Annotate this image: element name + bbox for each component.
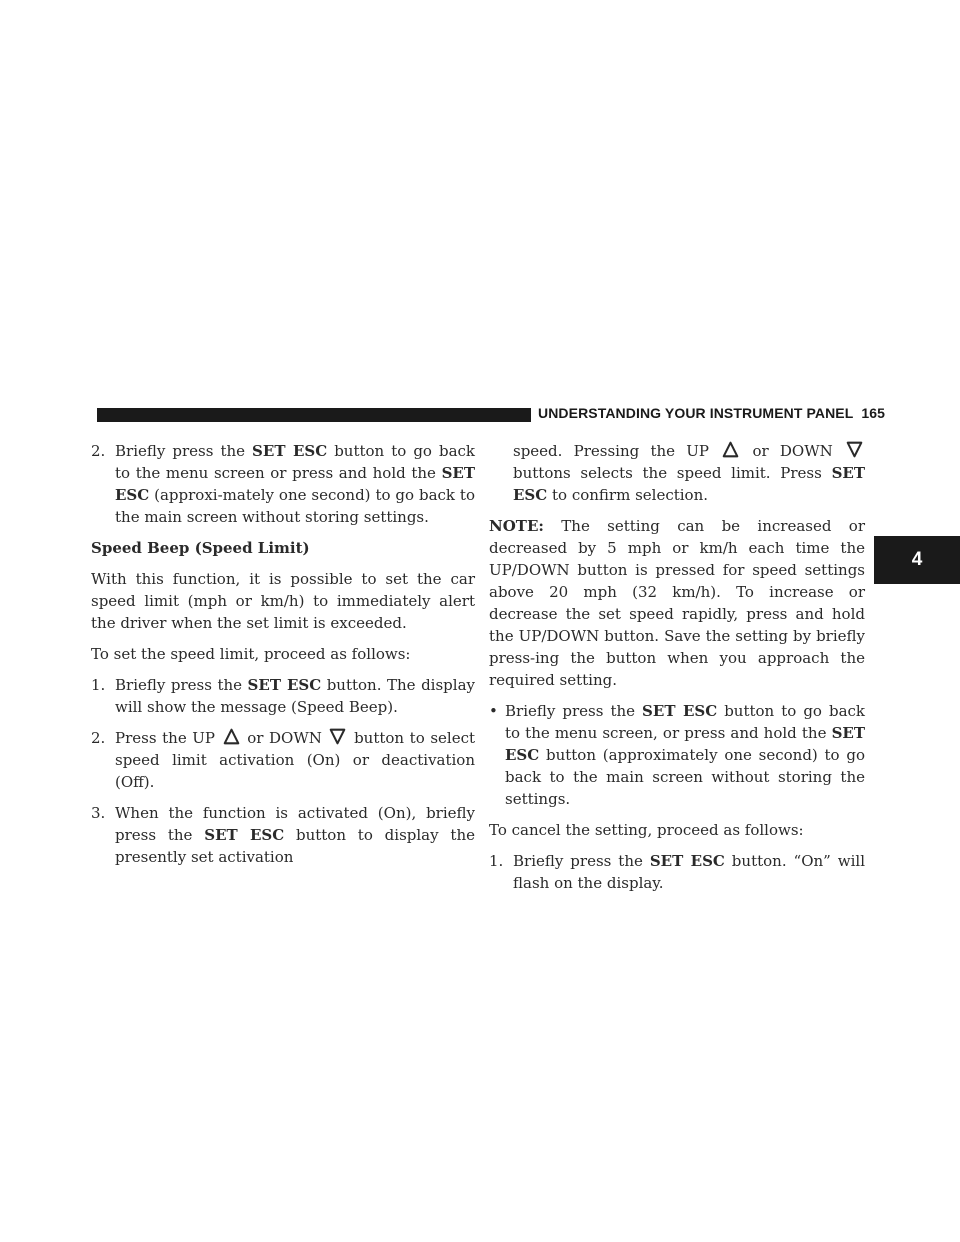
bullet-return: • Briefly press the SET ESC button to go back to the menu screen, or press and hold the SET ESC button (approximately one second) to go back to the main screen without storing the settings. — [489, 702, 866, 808]
cancel-text: To cancel the setting, proceed as follows: — [489, 821, 804, 839]
header-bar — [97, 408, 531, 422]
cancel-step-1: 1. Briefly press the SET ESC button. “On” will flash on the display. — [489, 852, 866, 892]
left-column — [91, 440, 475, 877]
note-paragraph: NOTE: The setting can be increased or decreased by 5 mph or km/h each time the UP/DOWN button is pressed for speed settings above 20 mph (32 km/h). To increase or decrease the set speed rapidly, press and hold the UP/DOWN button. Save the setting by briefly press-ing the button when you approach the required setting. — [489, 517, 865, 689]
proceed-text: To set the speed limit, proceed as follows: — [91, 645, 411, 663]
down-triangle-icon — [329, 728, 346, 745]
page-number: 165 — [861, 405, 886, 421]
up-triangle-icon — [223, 728, 240, 745]
section-title: UNDERSTANDING YOUR INSTRUMENT PANEL — [538, 405, 854, 421]
step-2-return: 2. Briefly press the SET ESC button to go back to the menu screen or press and hold the SET ESC (approxi-mately one second) to go back to the main screen without storing settings. — [91, 442, 476, 526]
step-3: 3. When the function is activated (On), briefly press the SET ESC button to display the presently set activation — [91, 804, 475, 866]
step-1: 1. Briefly press the SET ESC button. The display will show the message (Speed Beep). — [91, 676, 475, 716]
running-header — [538, 402, 885, 424]
note-label: NOTE: — [489, 517, 544, 535]
step-3-continued: speed. Pressing the UP or DOWN buttons selects the speed limit. Press SET ESC to confirm selection. — [513, 442, 865, 504]
down-triangle-icon — [846, 441, 863, 458]
up-triangle-icon — [722, 441, 739, 458]
speed-beep-paragraph: With this function, it is possible to set the car speed limit (mph or km/h) to immediately alert the driver when the set limit is exceeded. — [91, 570, 475, 632]
step-2: 2. Press the UP or DOWN button to select speed limit activation (On) or deactivation (Off). — [91, 729, 476, 791]
speed-beep-heading: Speed Beep (Speed Limit) — [91, 539, 310, 557]
chapter-tab: 4 — [874, 536, 960, 584]
right-column — [489, 440, 865, 903]
